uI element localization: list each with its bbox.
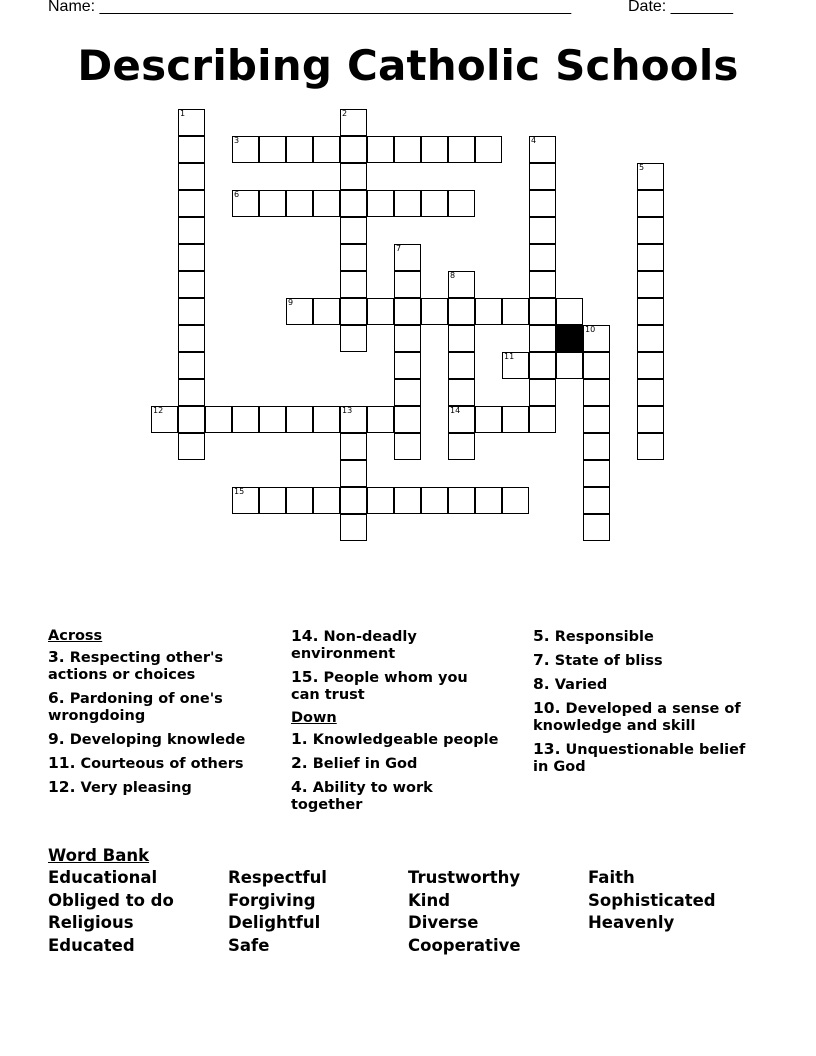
grid-cell[interactable] — [475, 298, 502, 325]
grid-cell[interactable] — [259, 487, 286, 514]
grid-cell[interactable] — [502, 298, 529, 325]
grid-cell[interactable] — [529, 163, 556, 190]
grid-cell[interactable] — [232, 406, 259, 433]
grid-cell[interactable] — [448, 136, 475, 163]
word-bank-item: Diverse — [408, 913, 479, 932]
black-cell — [556, 325, 583, 352]
grid-cell[interactable] — [178, 217, 205, 244]
grid-cell[interactable] — [394, 271, 421, 298]
grid-cell[interactable] — [178, 271, 205, 298]
grid-cell[interactable] — [637, 379, 664, 406]
grid-cell[interactable] — [313, 406, 340, 433]
grid-cell[interactable] — [394, 487, 421, 514]
clue-across-11: 11. Courteous of others — [48, 754, 244, 772]
grid-cell[interactable] — [556, 298, 583, 325]
clues-column-2 — [291, 628, 501, 820]
clue-number: 4 — [531, 136, 537, 145]
clue-down-1: 1. Knowledgeable people — [291, 730, 499, 748]
grid-cell[interactable] — [448, 325, 475, 352]
grid-cell[interactable] — [448, 433, 475, 460]
grid-cell[interactable] — [394, 136, 421, 163]
clue-across-14: 14. Non-deadly environment — [291, 627, 417, 662]
grid-cell[interactable] — [583, 352, 610, 379]
grid-cell[interactable] — [259, 190, 286, 217]
grid-cell[interactable] — [313, 136, 340, 163]
grid-cell[interactable] — [178, 379, 205, 406]
word-bank-item: Cooperative — [408, 936, 521, 955]
grid-cell[interactable] — [475, 136, 502, 163]
clue-across-6: 6. Pardoning of one's wrongdoing — [48, 689, 223, 724]
word-bank-item: Kind — [408, 891, 450, 910]
clue-down-10: 10. Developed a sense of knowledge and skill — [533, 699, 741, 734]
grid-cell[interactable] — [340, 136, 367, 163]
grid-cell[interactable] — [637, 190, 664, 217]
grid-cell[interactable] — [421, 487, 448, 514]
grid-cell[interactable] — [421, 298, 448, 325]
word-bank-item: Heavenly — [588, 913, 675, 932]
grid-cell[interactable] — [529, 352, 556, 379]
page-title: Describing Catholic Schools — [77, 41, 739, 90]
clue-number: 6 — [234, 190, 240, 199]
word-bank-item: Trustworthy — [408, 868, 521, 887]
grid-cell[interactable] — [313, 190, 340, 217]
clue-number: 8 — [450, 271, 456, 280]
grid-cell[interactable] — [583, 433, 610, 460]
grid-cell[interactable] — [421, 190, 448, 217]
date-field-label: Date: _______ — [628, 0, 733, 15]
word-bank-item: Obliged to do — [48, 891, 174, 910]
clue-number: 11 — [504, 352, 515, 361]
clue-number: 1 — [180, 109, 186, 118]
grid-cell[interactable] — [637, 352, 664, 379]
grid-cell[interactable] — [340, 433, 367, 460]
grid-cell[interactable] — [583, 406, 610, 433]
word-bank-item: Educated — [48, 936, 135, 955]
grid-cell[interactable] — [475, 487, 502, 514]
clue-number: 13 — [342, 406, 353, 415]
grid-cell[interactable] — [529, 244, 556, 271]
grid-cell[interactable] — [529, 217, 556, 244]
grid-cell[interactable] — [340, 460, 367, 487]
clue-number: 5 — [639, 163, 645, 172]
clues-column-1 — [48, 628, 278, 803]
grid-cell[interactable] — [340, 514, 367, 541]
across-heading: Across — [48, 628, 103, 644]
grid-cell[interactable] — [637, 325, 664, 352]
clue-down-13: 13. Unquestionable belief in God — [533, 740, 746, 775]
clue-number: 3 — [234, 136, 240, 145]
grid-cell[interactable] — [394, 433, 421, 460]
clue-number: 10 — [585, 325, 596, 334]
grid-cell[interactable] — [529, 406, 556, 433]
grid-cell[interactable] — [394, 298, 421, 325]
grid-cell[interactable] — [367, 136, 394, 163]
grid-cell[interactable] — [448, 379, 475, 406]
grid-cell[interactable] — [637, 406, 664, 433]
grid-cell[interactable] — [178, 136, 205, 163]
clue-across-12: 12. Very pleasing — [48, 778, 192, 796]
clue-down-5: 5. Responsible — [533, 627, 654, 645]
grid-cell[interactable] — [637, 217, 664, 244]
grid-cell[interactable] — [313, 298, 340, 325]
clue-across-3: 3. Respecting other's actions or choices — [48, 648, 224, 683]
grid-cell[interactable] — [340, 325, 367, 352]
grid-cell[interactable] — [529, 298, 556, 325]
clue-across-9: 9. Developing knowlede — [48, 730, 246, 748]
grid-cell[interactable] — [583, 487, 610, 514]
grid-cell[interactable] — [583, 514, 610, 541]
grid-cell[interactable] — [259, 136, 286, 163]
grid-cell[interactable] — [340, 298, 367, 325]
word-bank-item: Delightful — [228, 913, 321, 932]
grid-cell[interactable] — [340, 271, 367, 298]
clue-across-15: 15. People whom you can trust — [291, 668, 468, 703]
grid-cell[interactable] — [583, 379, 610, 406]
down-heading: Down — [291, 710, 337, 726]
word-bank-item: Respectful — [228, 868, 327, 887]
grid-cell[interactable] — [529, 379, 556, 406]
grid-cell[interactable] — [583, 460, 610, 487]
word-bank-item: Sophisticated — [588, 891, 716, 910]
clue-down-2: 2. Belief in God — [291, 754, 418, 772]
grid-cell[interactable] — [367, 406, 394, 433]
grid-cell[interactable] — [367, 190, 394, 217]
clue-down-7: 7. State of bliss — [533, 651, 663, 669]
grid-cell[interactable] — [502, 406, 529, 433]
grid-cell[interactable] — [178, 244, 205, 271]
grid-cell[interactable] — [178, 325, 205, 352]
grid-cell[interactable] — [178, 163, 205, 190]
grid-cell[interactable] — [286, 487, 313, 514]
clue-down-8: 8. Varied — [533, 675, 608, 693]
grid-cell[interactable] — [367, 298, 394, 325]
grid-cell[interactable] — [178, 190, 205, 217]
grid-cell[interactable] — [529, 271, 556, 298]
word-bank-item: Religious — [48, 913, 134, 932]
grid-cell[interactable] — [286, 190, 313, 217]
grid-cell[interactable] — [637, 298, 664, 325]
grid-cell[interactable] — [340, 190, 367, 217]
word-bank-item: Educational — [48, 868, 158, 887]
grid-cell[interactable] — [313, 487, 340, 514]
grid-cell[interactable] — [394, 190, 421, 217]
grid-cell[interactable] — [448, 352, 475, 379]
grid-cell[interactable] — [529, 190, 556, 217]
grid-cell[interactable] — [475, 406, 502, 433]
grid-cell[interactable] — [529, 325, 556, 352]
clue-number: 2 — [342, 109, 348, 118]
word-bank-heading: Word Bank — [48, 846, 150, 865]
clue-number: 14 — [450, 406, 461, 415]
clue-down-4: 4. Ability to work together — [291, 778, 433, 813]
clue-number: 7 — [396, 244, 402, 253]
name-field-label: Name: _____________________________________________________ — [48, 0, 572, 15]
clue-number: 9 — [288, 298, 294, 307]
grid-cell[interactable] — [178, 298, 205, 325]
word-bank-item: Forgiving — [228, 891, 316, 910]
grid-cell[interactable] — [340, 163, 367, 190]
grid-cell[interactable] — [394, 406, 421, 433]
grid-cell[interactable] — [340, 217, 367, 244]
grid-cell[interactable] — [367, 487, 394, 514]
grid-cell[interactable] — [286, 406, 313, 433]
grid-cell[interactable] — [178, 406, 205, 433]
grid-cell[interactable] — [259, 406, 286, 433]
grid-cell[interactable] — [448, 298, 475, 325]
grid-cell[interactable] — [394, 352, 421, 379]
grid-cell[interactable] — [340, 244, 367, 271]
clues-column-3 — [533, 628, 763, 782]
grid-cell[interactable] — [286, 136, 313, 163]
grid-cell[interactable] — [637, 271, 664, 298]
grid-cell[interactable] — [502, 487, 529, 514]
grid-cell[interactable] — [421, 136, 448, 163]
grid-cell[interactable] — [448, 487, 475, 514]
grid-cell[interactable] — [394, 325, 421, 352]
word-bank-item: Faith — [588, 868, 635, 887]
grid-cell[interactable] — [637, 433, 664, 460]
grid-cell[interactable] — [205, 406, 232, 433]
word-bank-item: Safe — [228, 936, 270, 955]
grid-cell[interactable] — [637, 244, 664, 271]
clue-number: 15 — [234, 487, 245, 496]
grid-cell[interactable] — [556, 352, 583, 379]
grid-cell[interactable] — [448, 190, 475, 217]
grid-cell[interactable] — [340, 487, 367, 514]
clue-number: 12 — [153, 406, 164, 415]
grid-cell[interactable] — [178, 433, 205, 460]
grid-cell[interactable] — [394, 379, 421, 406]
grid-cell[interactable] — [178, 352, 205, 379]
